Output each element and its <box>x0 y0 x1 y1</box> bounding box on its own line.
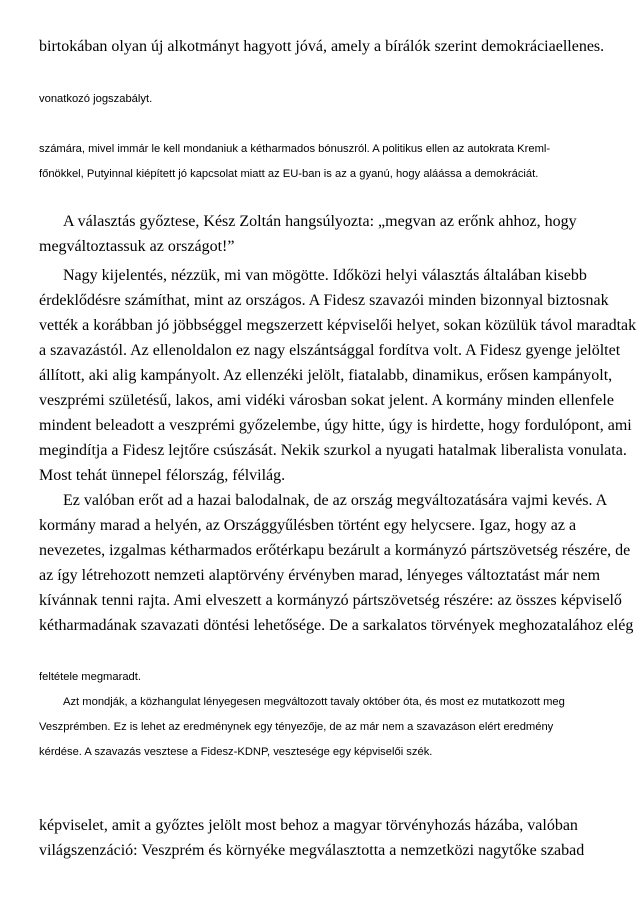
text-line: a szavazástól. Az ellenoldalon ez nagy elszántsággal fordítva volt. A Fidesz gyenge jelöltet <box>39 342 621 359</box>
text-line: világszenzáció: Veszprém és környéke megválasztotta a nemzetközi nagytőke szabad <box>39 842 585 859</box>
text-line: vették a korábban jó jöbbséggel megszerzett képviselői helyet, sokan közülük távol maradtak <box>39 317 637 334</box>
text-line: Most tehát ünnepel félország, félvilág. <box>39 467 286 484</box>
text-line: Veszprémben. Ez is lehet az eredménynek egy tényezője, de az már nem a szavazáson elért eredmény <box>39 721 554 733</box>
text-line: kormány marad a helyén, az Országgyűlésben történt egy helycsere. Igaz, hogy az a <box>39 517 577 534</box>
text-line: kétharmadának szavazati döntési lehetősége. De a sarkalatos törvények meghozatalához elég <box>39 617 634 634</box>
text-line: állított, aki alig kampányolt. Az ellenzéki jelölt, fiatalabb, dinamikus, erősen kampányolt, <box>39 367 613 384</box>
text-line: főnökkel, Putyinnal kiépített jó kapcsolat miatt az EU-ban is az a gyanú, hogy aláássa a demokráciát. <box>39 168 539 180</box>
text-line: az így létrehozott nemzeti alaptörvény érvényben marad, lényeges változtatást már nem <box>39 567 601 584</box>
text-line: birtokában olyan új alkotmányt hagyott jóvá, amely a bírálók szerint demokráciaellenes. <box>39 38 605 55</box>
text-line: képviselet, amit a győztes jelölt most behoz a magyar törvényhozás házába, valóban <box>39 817 578 834</box>
text-line: mindent beleadott a veszprémi győzelembe, úgy hitte, úgy is hirdette, hogy fordulópont, ami <box>39 417 632 434</box>
text-line: számára, mivel immár le kell mondaniuk a kétharmados bónuszról. A politikus ellen az autokrata Kreml- <box>39 143 551 155</box>
text-line: Nagy kijelentés, nézzük, mi van mögötte. Időközi helyi választás általában kisebb <box>63 267 587 284</box>
text-line: A választás győztese, Kész Zoltán hangsúlyozta: „megvan az erőnk ahhoz, hogy <box>63 213 577 230</box>
text-line: érdeklődésre számíthat, mint az országos. A Fidesz szavazói minden bizonnyal biztosnak <box>39 292 609 309</box>
text-line: Azt mondják, a közhangulat lényegesen megváltozott tavaly október óta, és most ez mutatkozott meg <box>63 696 565 708</box>
text-line: megváltoztassuk az országot!” <box>39 238 235 255</box>
text-line: vonatkozó jogszabályt. <box>39 93 153 105</box>
text-line: veszprémi születésű, lakos, ami vidéki városban sokat jelent. A kormány minden ellenfele <box>39 392 614 409</box>
text-line: megindítja a Fidesz lejtőre csúszását. Nekik szurkol a nyugati hatalmak liberalista vonulata. <box>39 442 627 459</box>
text-line: feltétele megmaradt. <box>39 671 141 683</box>
text-line: nevezetes, izgalmas kétharmados erőtérkapu bezárult a kormányzó pártszövetség részére, de <box>39 542 631 559</box>
text-line: kívánnak tenni rajta. Ami elveszett a kormányzó pártszövetség részére: az összes képviselő <box>39 592 622 609</box>
text-line: kérdése. A szavazás vesztese a Fidesz-KDNP, vesztesége egy képviselői szék. <box>39 746 433 758</box>
text-line: Ez valóban erőt ad a hazai balodalnak, de az ország megváltozatására vajmi kevés. A <box>63 492 608 509</box>
